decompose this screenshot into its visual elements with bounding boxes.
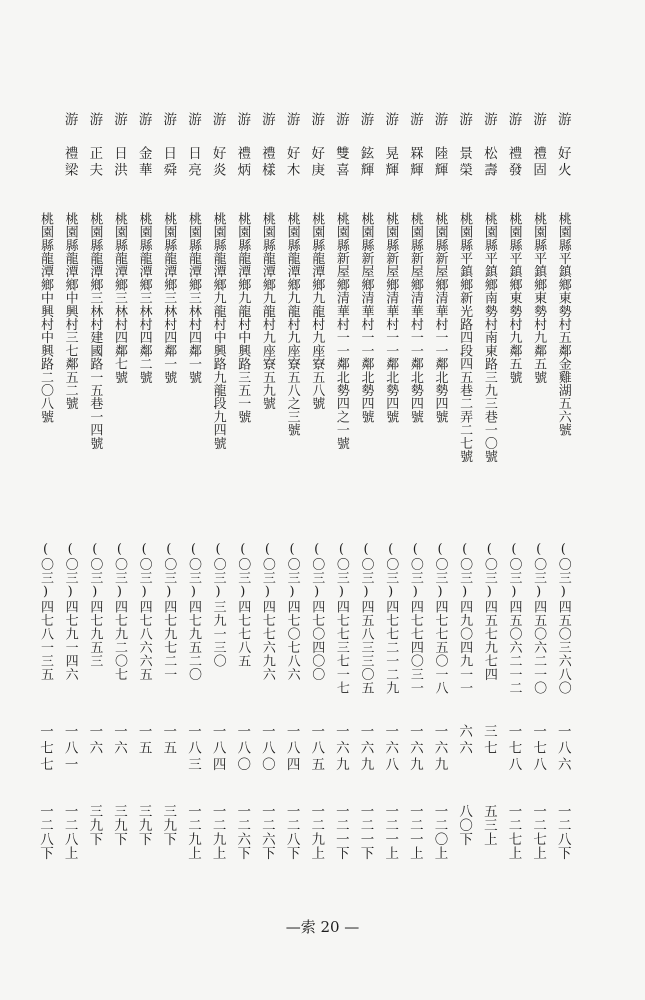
directory-entry <box>182 112 204 860</box>
entry-surname: 游 <box>258 112 275 129</box>
entry-address: 桃園縣龍潭鄉三林村四鄰一號 <box>161 212 177 384</box>
entry-surname: 游 <box>554 112 571 129</box>
entry-phone: (〇三)四七八六六五 <box>136 542 152 681</box>
directory-entry <box>34 112 56 860</box>
entry-address: 桃園縣新屋鄉清華村一一鄰北勢四號 <box>432 212 448 424</box>
directory-entry <box>330 112 352 860</box>
entry-surname: 游 <box>308 112 325 129</box>
entry-address: 桃園縣龍潭鄉三林村四鄰二號 <box>136 212 152 384</box>
entry-given-name: 日舜 <box>160 146 177 179</box>
entry-code: 一五 <box>135 724 152 757</box>
entry-code: 一八一 <box>61 724 78 774</box>
entry-phone: (〇三)三九一三〇 <box>210 542 226 668</box>
entry-given-name: 禮固 <box>530 146 547 179</box>
directory-entry <box>355 112 377 860</box>
directory-entry <box>83 112 105 852</box>
entry-address: 桃園縣龍潭鄉九龍村中興路九龍段九四號 <box>210 212 226 450</box>
entry-page-ref: 一二八下 <box>37 804 53 860</box>
entry-given-name: 禮樣 <box>258 146 275 179</box>
entry-address: 桃園縣新屋鄉清華村一一鄰北勢四號 <box>407 212 423 424</box>
directory-entry <box>133 112 155 852</box>
entry-code: 三七 <box>480 724 497 757</box>
entry-phone: (〇三)四七七八五 <box>235 542 251 668</box>
entry-code: 一六九 <box>431 724 448 774</box>
entry-surname: 游 <box>283 112 300 129</box>
entry-address: 桃園縣龍潭鄉九龍村九座寮五九號 <box>259 212 275 410</box>
entry-phone: (〇三)四七九七二一 <box>161 542 177 681</box>
entry-address: 桃園縣新屋鄉清華村一一鄰北勢四號 <box>383 212 399 424</box>
entry-phone: (〇三)四五〇六二一二 <box>506 542 522 695</box>
entry-code: 一六九 <box>357 724 374 774</box>
entry-surname: 游 <box>357 112 374 129</box>
entry-address: 桃園縣平鎮鄉東勢村五鄰金雞湖五六號 <box>555 212 571 437</box>
entry-given-name: 禮梁 <box>61 146 78 179</box>
entry-address: 桃園縣新屋鄉清華村一一鄰北勢四之一號 <box>333 212 349 450</box>
entry-code: 一八五 <box>308 724 325 774</box>
entry-surname: 游 <box>406 112 423 129</box>
entry-page-ref: 一二一下 <box>332 804 349 860</box>
entry-code: 一七八 <box>530 724 547 774</box>
entry-phone: (〇三)四七九五二〇 <box>185 542 201 681</box>
entry-code: 一六 <box>86 724 103 757</box>
directory-entry <box>453 112 475 852</box>
entry-surname: 游 <box>209 112 226 129</box>
entry-surname: 游 <box>160 112 177 129</box>
entry-address: 桃園縣龍潭鄉中興村中興路二〇八號 <box>38 212 53 424</box>
entry-code: 一八四 <box>209 724 226 774</box>
entry-surname: 游 <box>382 112 399 129</box>
entry-phone: (〇三)四七七五〇一八 <box>432 542 448 695</box>
entry-given-name: 松壽 <box>480 146 497 179</box>
directory-entry <box>281 112 303 860</box>
directory-entry <box>305 112 327 860</box>
entry-page-ref: 三九下 <box>110 804 127 846</box>
entry-surname: 游 <box>431 112 448 129</box>
entry-surname: 游 <box>505 112 522 129</box>
entry-page-ref: 一二七上 <box>530 804 547 860</box>
entry-phone: (〇三)四七九五三 <box>87 542 103 668</box>
entry-page-ref: 一二八下 <box>554 804 571 860</box>
directory-entry <box>108 112 130 852</box>
entry-given-name: 景榮 <box>456 146 473 179</box>
entry-code: 一六八 <box>382 724 399 774</box>
entry-page-ref: 一二六下 <box>234 804 251 860</box>
entry-page-ref: 三九下 <box>135 804 152 846</box>
entry-address: 桃園縣新屋鄉清華村一一鄰北勢四號 <box>358 212 374 424</box>
entry-phone: (〇三)四七九一四六 <box>62 542 78 681</box>
entry-page-ref: 一二八上 <box>61 804 78 860</box>
entry-given-name: 正夫 <box>86 146 103 179</box>
directory-entry <box>256 112 278 860</box>
entry-code: 一八六 <box>554 724 571 774</box>
entry-phone: (〇三)四七七六九六 <box>259 542 275 681</box>
entry-code: 一六 <box>110 724 127 757</box>
entry-surname: 游 <box>234 112 251 129</box>
entry-surname: 游 <box>332 112 349 129</box>
entry-address: 桃園縣龍潭鄉九龍村九座寮五八之三號 <box>284 212 300 437</box>
entry-code: 一八四 <box>283 724 300 774</box>
entry-page-ref: 一二一下 <box>357 804 374 860</box>
entry-given-name: 禮發 <box>505 146 522 179</box>
entry-phone: (〇三)四五〇三六八〇 <box>555 542 571 695</box>
entry-phone: (〇三)四五〇六二一〇 <box>531 542 547 695</box>
entry-surname: 游 <box>480 112 497 129</box>
entry-surname: 游 <box>135 112 152 129</box>
entry-code: 一七八 <box>505 724 522 774</box>
entry-phone: (〇三)四五七九七四 <box>481 542 497 681</box>
entry-phone: (〇三)四七七二一二九 <box>383 542 399 695</box>
directory-entry <box>552 112 574 860</box>
entry-code: 一八三 <box>184 724 201 774</box>
entry-page-ref: 一二九上 <box>209 804 226 860</box>
page-number: —索 20 — <box>285 918 360 936</box>
entry-code: 一八〇 <box>258 724 275 774</box>
entry-code: 一五 <box>160 724 177 757</box>
entry-given-name: 金華 <box>135 146 152 179</box>
entry-surname: 游 <box>530 112 547 129</box>
entry-given-name: 陸輝 <box>431 146 448 179</box>
entry-address: 桃園縣龍潭鄉中興村三七鄰五二號 <box>62 212 78 410</box>
entry-page-ref: 五三上 <box>480 804 497 846</box>
entry-given-name: 罧輝 <box>406 146 423 179</box>
entry-phone: (〇三)四七〇七八六 <box>284 542 300 681</box>
entry-phone: (〇三)四五八三三〇五 <box>358 542 374 695</box>
directory-entry <box>59 112 81 860</box>
directory-entry <box>231 112 253 860</box>
entry-given-name: 好木 <box>283 146 300 179</box>
entry-page-ref: 一二九上 <box>184 804 201 860</box>
entry-code: 一七七 <box>37 724 53 774</box>
entry-given-name: 雙喜 <box>332 146 349 179</box>
directory-entry <box>157 112 179 852</box>
entry-given-name: 好庚 <box>308 146 325 179</box>
entry-address: 桃園縣平鎮鄉新光路四段四五巷二弄二七號 <box>457 212 473 463</box>
entry-phone: (〇三)四七〇四〇〇 <box>309 542 325 681</box>
directory-entry <box>379 112 401 860</box>
entry-phone: (〇三)四九〇四九一一 <box>457 542 473 695</box>
directory-entry <box>478 112 500 852</box>
entry-page-ref: 一二一上 <box>382 804 399 860</box>
entry-code: 一八〇 <box>234 724 251 774</box>
entry-code: 一六九 <box>332 724 349 774</box>
entry-page-ref: 三九下 <box>86 804 103 846</box>
entry-code: 六六 <box>456 724 473 757</box>
entry-given-name: 晃輝 <box>382 146 399 179</box>
entry-page-ref: 三九下 <box>160 804 177 846</box>
entry-given-name: 日亮 <box>184 146 201 179</box>
entry-given-name: 禮炳 <box>234 146 251 179</box>
entry-address: 桃園縣平鎮鄉東勢村九鄰五號 <box>506 212 522 384</box>
entry-given-name: 鉉輝 <box>357 146 374 179</box>
directory-entry <box>207 112 229 860</box>
entry-page-ref: 八〇下 <box>456 804 473 846</box>
entry-given-name: 好火 <box>554 146 571 179</box>
entry-address: 桃園縣龍潭鄉九龍村九座寮五八號 <box>309 212 325 410</box>
entry-address: 桃園縣龍潭鄉三林村四鄰七號 <box>111 212 127 384</box>
directory-entry <box>404 112 426 860</box>
entry-address: 桃園縣龍潭鄉九龍村中興路三五一號 <box>235 212 251 424</box>
entry-given-name: 日洪 <box>110 146 127 179</box>
entry-page-ref: 一二八下 <box>283 804 300 860</box>
entry-address: 桃園縣平鎮鄉南勢村南東路三九三巷一〇號 <box>481 212 497 463</box>
entry-phone: (〇三)四七八一三五 <box>38 542 53 681</box>
entry-page-ref: 一二一上 <box>406 804 423 860</box>
directory-entry <box>429 112 451 860</box>
entry-surname: 游 <box>456 112 473 129</box>
entry-address: 桃園縣龍潭鄉三林村四鄰一號 <box>185 212 201 384</box>
entry-phone: (〇三)四七七四〇三一 <box>407 542 423 695</box>
entry-surname: 游 <box>184 112 201 129</box>
entry-code: 一六九 <box>406 724 423 774</box>
entry-page-ref: 一二九上 <box>308 804 325 860</box>
entry-address: 桃園縣龍潭鄉三林村建國路一五巷一四號 <box>87 212 103 450</box>
entry-given-name: 好炎 <box>209 146 226 179</box>
entry-columns <box>34 112 574 860</box>
entry-surname: 游 <box>110 112 127 129</box>
directory-entry <box>502 112 524 860</box>
entry-page-ref: 一二七上 <box>505 804 522 860</box>
entry-surname: 游 <box>86 112 103 129</box>
entry-surname: 游 <box>61 112 78 129</box>
entry-page-ref: 一二六下 <box>258 804 275 860</box>
entry-page-ref: 一二〇上 <box>431 804 448 860</box>
directory-entry <box>527 112 549 860</box>
entry-phone: (〇三)四七九二〇七 <box>111 542 127 681</box>
entry-phone: (〇三)四七七三七一七 <box>333 542 349 695</box>
entry-address: 桃園縣平鎮鄉東勢村九鄰五號 <box>531 212 547 384</box>
